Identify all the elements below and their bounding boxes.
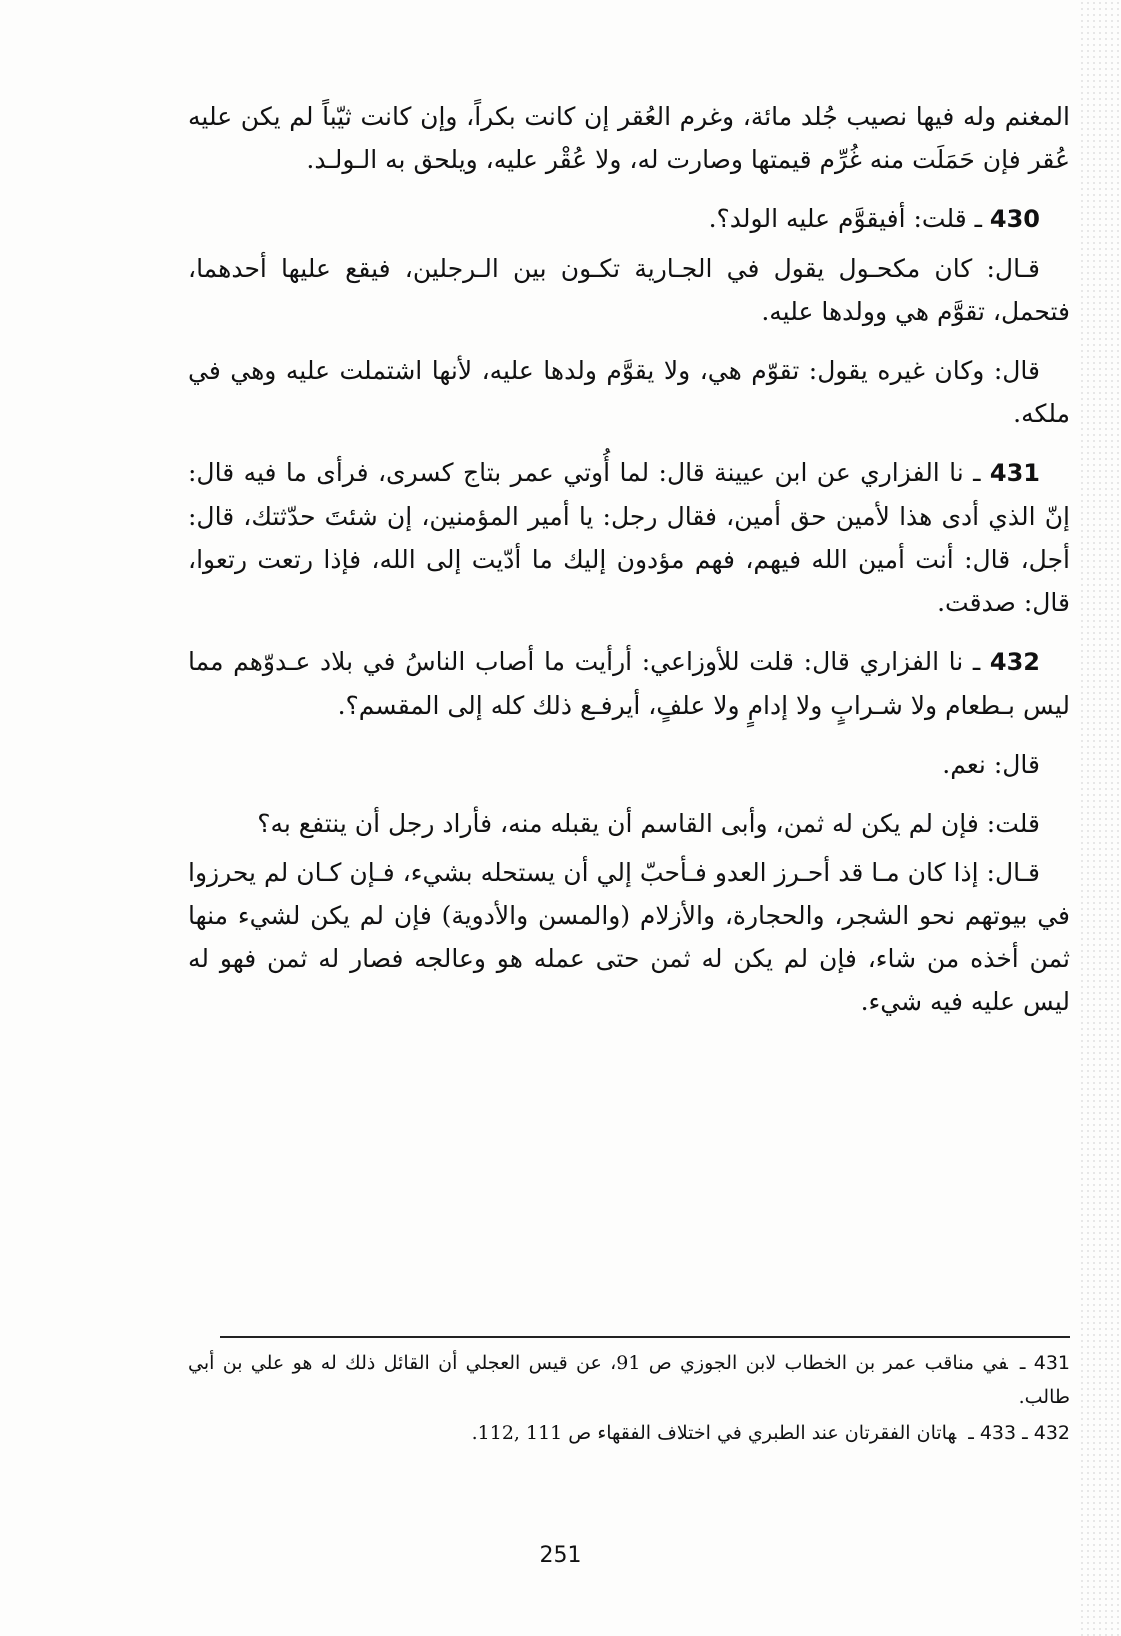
footnote-divider (220, 1336, 1070, 1338)
paragraph-text: ـ نا الفزاري عن ابن عيينة قال: لما أُوتي عمر بتاج كسرى، فرأى ما فيه قال: إنّ الذي أدى هذا لأمين حق أمين، فقال رجل: يا أمير المؤمنين، إن شئتَ حدّثتك، قال: أجل، قال: أنت أمين الله فيهم، فهم مؤدون إليك ما أدّيت إلى الله، فإذا رتعت رتعوا، قال: صدقت. (188, 458, 1070, 617)
paragraph-answer-yes (188, 743, 1070, 786)
footnote-text: هاتان الفقرتان عند الطبري في اختلاف الفقهاء ص 111 ,112. (471, 1422, 957, 1444)
footnote-text: في مناقب عمر بن الخطاب لابن الجوزي ص 91، عن قيس العجلي أن القائل ذلك له هو علي بن أبي طالب. (188, 1352, 1070, 1408)
paragraph-430 (188, 197, 1070, 241)
footnote-431 (188, 1346, 1070, 1414)
footnote-number: 432 ـ 433 ـ (968, 1422, 1070, 1444)
page-edge-texture (1079, 0, 1121, 1636)
paragraph-text: قـال: إذا كان مـا قد أحـرز العدو فـأحبّ إلي أن يستحله بشيء، فـإن كـان لم يحرزوا في بيوتهم نحو الشجر، والحجارة، والأزلام (والمسن والأدوية) فإن لم يكن لشيء منها ثمن أخذه من شاء، فإن لم يكن له ثمن حتى عمله هو وعالجه فصار له ثمن فهو له ليس عليه فيه شيء. (188, 858, 1070, 1016)
footnotes-section (188, 1318, 1070, 1452)
page-number: 251 (539, 1543, 582, 1568)
paragraph-question (188, 802, 1070, 845)
paragraph-text: قـال: كان مكحـول يقول في الجـارية تكـون بين الـرجلين، فيقع عليها أحدهما، فتحمل، تقوَّم هي وولدها عليه. (188, 254, 1070, 326)
paragraph-other-opinion (188, 349, 1070, 435)
paragraph-432 (188, 640, 1070, 727)
paragraph-number: 430 (989, 205, 1040, 233)
paragraph-431 (188, 451, 1070, 624)
paragraph-text: ـ نا الفزاري قال: قلت للأوزاعي: أرأيت ما أصاب الناسُ في بلاد عـدوّهم مما ليس بـطعام ولا شـرابٍ ولا إدامٍ ولا علفٍ، أيرفـع ذلك كله إلى المقسم؟. (188, 647, 1070, 720)
paragraph-text: قال: وكان غيره يقول: تقوّم هي، ولا يقوَّم ولدها عليه، لأنها اشتملت عليه وهي في ملكه. (188, 356, 1070, 428)
footnote-432-433 (188, 1416, 1070, 1450)
paragraph-text: ـ قلت: أفيقوَّم عليه الولد؟. (708, 204, 990, 233)
paragraph-number: 431 (989, 459, 1040, 487)
paragraph-text: المغنم وله فيها نصيب جُلد مائة، وغرم العُقر إن كانت بكراً، وإن كانت ثيّباً لم يكن عليه عُقر فإن حَمَلَت منه غُرِّم قيمتها وصارت له، ولا عُقْر عليه، ويلحق به الـولـد. (188, 102, 1070, 174)
paragraph-makhul (188, 247, 1070, 333)
footnote-number: 431 ـ (1019, 1352, 1071, 1374)
paragraph-text: قال: نعم. (942, 750, 1040, 779)
paragraph-continuation (188, 95, 1070, 181)
paragraph-text: قلت: فإن لم يكن له ثمن، وأبى القاسم أن يقبله منه، فأراد رجل أن ينتفع به؟ (257, 809, 1040, 838)
paragraph-number: 432 (989, 648, 1040, 676)
main-text-body (188, 95, 1070, 1039)
paragraph-answer (188, 851, 1070, 1023)
